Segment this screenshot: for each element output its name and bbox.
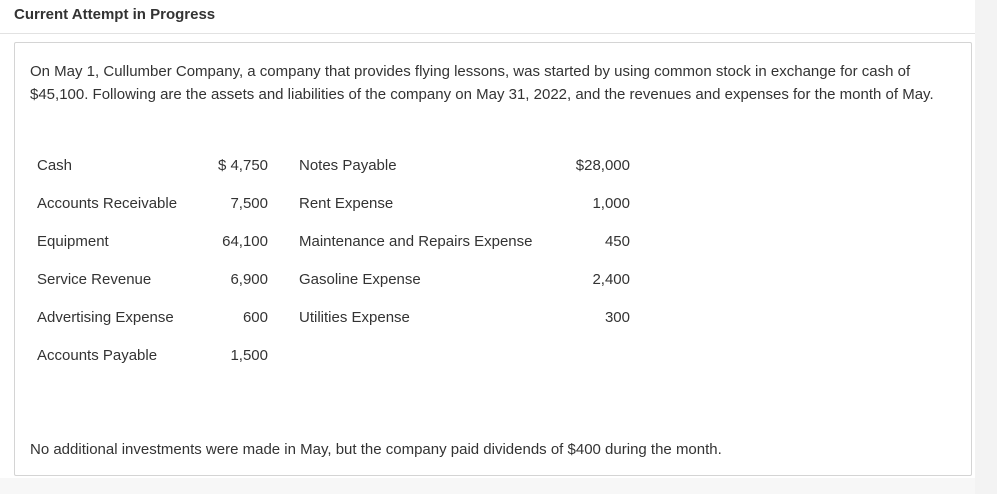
left-account-amount: 6,900 xyxy=(230,271,268,288)
left-account-label: Service Revenue xyxy=(37,271,152,288)
right-account-label: Notes Payable xyxy=(299,157,397,174)
left-account-label: Accounts Payable xyxy=(37,347,158,364)
table-row xyxy=(15,271,973,293)
left-account-label: Advertising Expense xyxy=(37,309,174,326)
problem-intro: On May 1, Cullumber Company, a company that provides flying lessons, was started by using common stock in exchange for cash of $45,100. Following are the assets and liabilities of the company on May 31, 2022, and the revenues and expenses for the month of May. xyxy=(30,63,934,103)
page-header xyxy=(0,0,975,34)
right-account-amount: 300 xyxy=(604,309,630,326)
bottom-edge xyxy=(0,478,975,494)
left-account-amount: 1,500 xyxy=(230,347,268,364)
page-title: Current Attempt in Progress xyxy=(14,6,216,23)
left-account-label: Accounts Receivable xyxy=(37,195,178,212)
problem-footer-note: No additional investments were made in May, but the company paid dividends of $400 during the month. xyxy=(30,441,722,458)
left-account-amount: 7,500 xyxy=(230,195,268,212)
right-account-amount: 2,400 xyxy=(592,271,630,288)
problem-card xyxy=(14,42,972,476)
right-account-amount: 450 xyxy=(604,233,630,250)
left-account-amount: $ 4,750 xyxy=(217,157,268,174)
right-account-label: Gasoline Expense xyxy=(299,271,421,288)
left-account-label: Equipment xyxy=(37,233,109,250)
left-account-label: Cash xyxy=(37,157,73,174)
table-row xyxy=(15,195,973,217)
left-account-amount: 64,100 xyxy=(222,233,268,250)
right-account-label: Utilities Expense xyxy=(299,309,410,326)
scrollbar-track[interactable] xyxy=(975,0,997,494)
right-account-label: Maintenance and Repairs Expense xyxy=(299,233,533,250)
right-account-amount: $28,000 xyxy=(575,157,630,174)
table-row xyxy=(15,157,973,179)
left-account-amount: 600 xyxy=(242,309,268,326)
table-row xyxy=(15,347,973,369)
right-account-label: Rent Expense xyxy=(299,195,394,212)
table-row xyxy=(15,233,973,255)
table-row xyxy=(15,309,973,331)
right-account-amount: 1,000 xyxy=(592,195,630,212)
